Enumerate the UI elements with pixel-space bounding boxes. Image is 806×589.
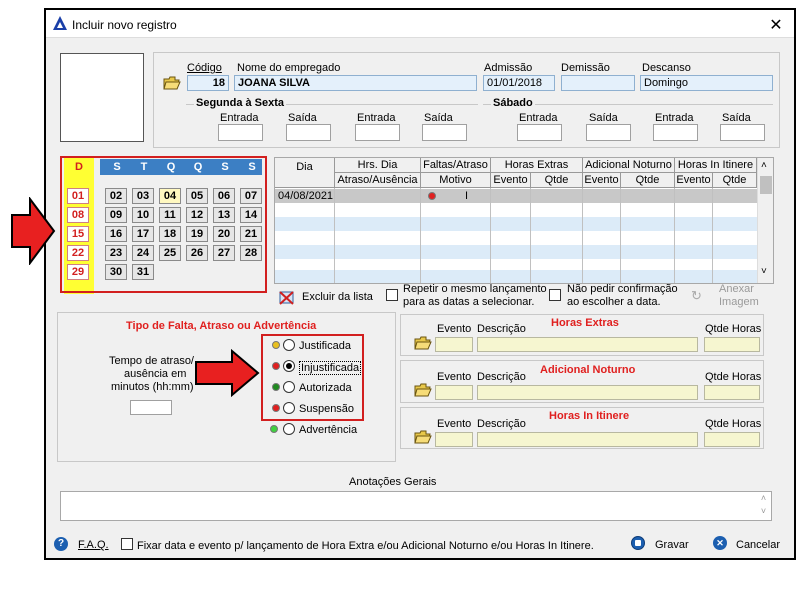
- calendar-day[interactable]: 21: [240, 226, 262, 242]
- he-evento-field[interactable]: [435, 337, 473, 352]
- calendar-day[interactable]: 30: [105, 264, 127, 280]
- calendar-day[interactable]: 17: [132, 226, 154, 242]
- horas-in-itinere-title: Horas In Itinere: [549, 410, 630, 422]
- calendar-day[interactable]: 26: [186, 245, 208, 261]
- hi-descricao-label: Descrição: [477, 418, 526, 430]
- nao-pedir-checkbox[interactable]: [549, 289, 561, 301]
- advertencia-status-icon: [270, 425, 278, 433]
- an-qtde-label: Qtde Horas: [705, 371, 762, 383]
- anotacoes-textarea[interactable]: [60, 491, 772, 521]
- sab-saida-1[interactable]: [586, 124, 631, 141]
- grid-col-hrs-dia[interactable]: Hrs. Dia: [335, 158, 421, 173]
- grid-col-hi-qtde[interactable]: Qtde: [713, 173, 757, 188]
- calendar-highlight-frame: [60, 156, 267, 293]
- weekday-tue: T: [140, 161, 148, 173]
- folder-open-icon[interactable]: [414, 430, 432, 444]
- anexar-line2[interactable]: Imagem: [719, 296, 759, 308]
- arrow-annotation-icon: [194, 349, 260, 397]
- demissao-label: Demissão: [561, 62, 610, 74]
- calendar-day[interactable]: 20: [213, 226, 235, 242]
- calendar-day[interactable]: 05: [186, 188, 208, 204]
- grid-sep: [420, 188, 421, 283]
- grid-col-hi-evento[interactable]: Evento: [675, 173, 713, 188]
- grid-sep: [334, 188, 335, 283]
- codigo-field[interactable]: 18: [187, 75, 229, 91]
- grid-col-faltas-atraso[interactable]: Faltas/Atraso: [421, 158, 491, 173]
- table-row[interactable]: [275, 189, 757, 203]
- scroll-up-icon[interactable]: ˄: [761, 160, 767, 171]
- he-descricao-label: Descrição: [477, 323, 526, 335]
- fixar-label: Fixar data e evento p/ lançamento de Hora Extra e/ou Adicional Noturno e/ou Horas In Itinere.: [137, 540, 594, 552]
- sab-saida-2[interactable]: [720, 124, 765, 141]
- an-descricao-field[interactable]: [477, 385, 698, 400]
- calendar-day[interactable]: 04: [159, 188, 181, 204]
- codigo-label: Código: [187, 62, 222, 74]
- tempo-label-line3: minutos (hh:mm): [111, 381, 194, 393]
- grid-col-motivo[interactable]: Motivo: [421, 173, 491, 188]
- entrada-label-2: Entrada: [357, 112, 396, 124]
- he-qtde-label: Qtde Horas: [705, 323, 762, 335]
- descanso-field[interactable]: Domingo: [640, 75, 773, 91]
- calendar-day[interactable]: 08: [67, 207, 89, 223]
- hi-evento-label: Evento: [437, 418, 472, 430]
- tempo-label-line2: ausência em: [124, 368, 187, 380]
- weekday-sat: S: [248, 161, 256, 173]
- calendar-day[interactable]: 07: [240, 188, 262, 204]
- anexar-line1[interactable]: Anexar: [719, 283, 754, 295]
- repetir-label-line2: para as datas a selecionar.: [403, 296, 535, 308]
- grid-col-dia[interactable]: Dia: [275, 158, 335, 188]
- sab-entrada-label-2: Entrada: [655, 112, 694, 124]
- calendar-day[interactable]: 09: [105, 207, 127, 223]
- tempo-label-line1: Tempo de atraso/: [109, 355, 194, 367]
- grid-sep: [530, 188, 531, 283]
- calendar-day[interactable]: 01: [67, 188, 89, 204]
- admissao-label: Admissão: [484, 62, 533, 74]
- grid-sep: [490, 188, 491, 283]
- calendar-day[interactable]: 14: [240, 207, 262, 223]
- weekday-mon: S: [113, 161, 121, 173]
- weekday-sun: D: [75, 161, 83, 173]
- anotacoes-label: Anotações Gerais: [349, 476, 437, 488]
- repetir-label-line1: Repetir o mesmo lançamento: [403, 283, 547, 295]
- motivo-status-icon: [428, 192, 436, 200]
- calendar-day[interactable]: 22: [67, 245, 89, 261]
- title-bar: [46, 10, 794, 38]
- excluir-button[interactable]: Excluir da lista: [302, 291, 373, 303]
- advertencia-label[interactable]: Advertência: [299, 424, 358, 436]
- cancelar-button[interactable]: Cancelar: [736, 539, 781, 551]
- faq-link[interactable]: F.A.Q.: [78, 539, 109, 551]
- row-dia: 04/08/2021: [278, 190, 334, 202]
- weekday-wed: Q: [166, 161, 176, 173]
- row-motivo: I: [465, 190, 469, 202]
- grid-col-he-evento[interactable]: Evento: [491, 173, 531, 188]
- nao-pedir-label-line1: Não pedir confirmação: [567, 283, 678, 295]
- cancel-icon[interactable]: ✕: [713, 536, 727, 550]
- grid-col-atraso-ausencia[interactable]: Atraso/Ausência: [335, 173, 421, 188]
- saida-label-2: Saída: [424, 112, 453, 124]
- table-row[interactable]: [275, 270, 757, 283]
- table-row[interactable]: [275, 231, 757, 245]
- an-descricao-label: Descrição: [477, 371, 526, 383]
- hi-qtde-label: Qtde Horas: [705, 418, 762, 430]
- save-icon[interactable]: [631, 536, 645, 550]
- repetir-checkbox[interactable]: [386, 289, 398, 301]
- seg-entrada-2[interactable]: [355, 124, 400, 141]
- weekday-fri: S: [221, 161, 229, 173]
- grid-scrollbar[interactable]: [757, 158, 773, 283]
- sab-entrada-label-1: Entrada: [519, 112, 558, 124]
- sab-saida-label-2: Saída: [722, 112, 751, 124]
- weekday-thu: Q: [193, 161, 203, 173]
- adicional-noturno-title: Adicional Noturno: [540, 364, 636, 376]
- grid-col-an-evento[interactable]: Evento: [583, 173, 621, 188]
- an-evento-field[interactable]: [435, 385, 473, 400]
- folder-open-icon[interactable]: [163, 76, 181, 90]
- grid-col-horas-extras[interactable]: Horas Extras: [491, 158, 583, 173]
- calendar-day[interactable]: 18: [159, 226, 181, 242]
- calendar-day[interactable]: 19: [186, 226, 208, 242]
- tipo-falta-title: Tipo de Falta, Atraso ou Advertência: [126, 320, 317, 332]
- seg-saida-2[interactable]: [422, 124, 467, 141]
- folder-open-icon[interactable]: [414, 336, 432, 350]
- hi-evento-field[interactable]: [435, 432, 473, 447]
- seg-entrada-1[interactable]: [218, 124, 263, 141]
- demissao-field[interactable]: [561, 75, 635, 91]
- calendar-day[interactable]: 31: [132, 264, 154, 280]
- refresh-icon[interactable]: ↻: [691, 288, 702, 303]
- launch-grid[interactable]: [274, 157, 774, 284]
- saida-label-1: Saída: [288, 112, 317, 124]
- sab-entrada-2[interactable]: [653, 124, 698, 141]
- justificada-label[interactable]: Justificada: [299, 340, 351, 352]
- fixar-checkbox[interactable]: [121, 538, 133, 550]
- calendar-day[interactable]: 16: [105, 226, 127, 242]
- an-qtde-field[interactable]: [704, 385, 760, 400]
- descanso-label: Descanso: [642, 62, 691, 74]
- injustificada-label[interactable]: Injustificada: [301, 362, 360, 374]
- calendar-day[interactable]: 06: [213, 188, 235, 204]
- grid-col-adicional-noturno[interactable]: Adicional Noturno: [583, 158, 675, 173]
- dialog-window: [44, 8, 796, 560]
- sab-entrada-1[interactable]: [517, 124, 562, 141]
- close-icon[interactable]: ✕: [769, 17, 783, 34]
- calendar-day[interactable]: 25: [159, 245, 181, 261]
- grid-col-he-qtde[interactable]: Qtde: [531, 173, 583, 188]
- hi-descricao-field[interactable]: [477, 432, 698, 447]
- window-title: Incluir novo registro: [72, 18, 177, 32]
- calendar-day[interactable]: 27: [213, 245, 235, 261]
- table-row[interactable]: [275, 217, 757, 231]
- radio-highlight-frame: [261, 334, 364, 421]
- sab-saida-label-1: Saída: [589, 112, 618, 124]
- he-descricao-field[interactable]: [477, 337, 698, 352]
- calendar-day[interactable]: 23: [105, 245, 127, 261]
- app-logo-icon-inner: [57, 22, 63, 28]
- suspensao-label[interactable]: Suspensão: [299, 403, 355, 415]
- scroll-down-icon[interactable]: ˅: [761, 266, 767, 277]
- calendar-day[interactable]: 29: [67, 264, 89, 280]
- sabado-label: Sábado: [493, 97, 533, 109]
- calendar-day[interactable]: 13: [213, 207, 235, 223]
- faq-icon[interactable]: ?: [54, 537, 68, 551]
- scroll-thumb[interactable]: [760, 176, 772, 194]
- autorizada-label[interactable]: Autorizada: [299, 382, 352, 394]
- grid-sep: [674, 188, 675, 283]
- table-row[interactable]: [275, 245, 757, 259]
- tempo-input[interactable]: [130, 400, 172, 415]
- delete-list-icon[interactable]: [278, 290, 296, 306]
- calendar-day[interactable]: 02: [105, 188, 127, 204]
- arrow-annotation-icon: [10, 197, 56, 265]
- hi-qtde-field[interactable]: [704, 432, 760, 447]
- an-evento-label: Evento: [437, 371, 472, 383]
- gravar-button[interactable]: Gravar: [655, 539, 689, 551]
- calendar-day[interactable]: 10: [132, 207, 154, 223]
- grid-col-horas-in-itinere[interactable]: Horas In Itinere: [675, 158, 757, 173]
- nome-label: Nome do empregado: [237, 62, 341, 74]
- calendar-day[interactable]: 11: [159, 207, 181, 223]
- anotacoes-scrollbar[interactable]: ˄ ˅: [760, 493, 767, 516]
- calendar-day[interactable]: 24: [132, 245, 154, 261]
- nao-pedir-label-line2: ao escolher a data.: [567, 296, 661, 308]
- horas-extras-title: Horas Extras: [551, 317, 619, 329]
- seg-sex-label: Segunda à Sexta: [196, 97, 285, 109]
- grid-col-an-qtde[interactable]: Qtde: [621, 173, 675, 188]
- admissao-field[interactable]: 01/01/2018: [483, 75, 555, 91]
- calendar-day[interactable]: 03: [132, 188, 154, 204]
- grid-sep: [712, 188, 713, 283]
- he-evento-label: Evento: [437, 323, 472, 335]
- employee-photo[interactable]: [60, 53, 144, 142]
- table-row[interactable]: [275, 203, 757, 217]
- he-qtde-field[interactable]: [704, 337, 760, 352]
- entrada-label-1: Entrada: [220, 112, 259, 124]
- calendar-day[interactable]: 12: [186, 207, 208, 223]
- grid-sep: [582, 188, 583, 283]
- folder-open-icon[interactable]: [414, 383, 432, 397]
- calendar-day[interactable]: 28: [240, 245, 262, 261]
- calendar-day[interactable]: 15: [67, 226, 89, 242]
- nome-field[interactable]: JOANA SILVA: [234, 75, 477, 91]
- advertencia-radio[interactable]: [283, 423, 295, 435]
- grid-sep: [620, 188, 621, 283]
- seg-saida-1[interactable]: [286, 124, 331, 141]
